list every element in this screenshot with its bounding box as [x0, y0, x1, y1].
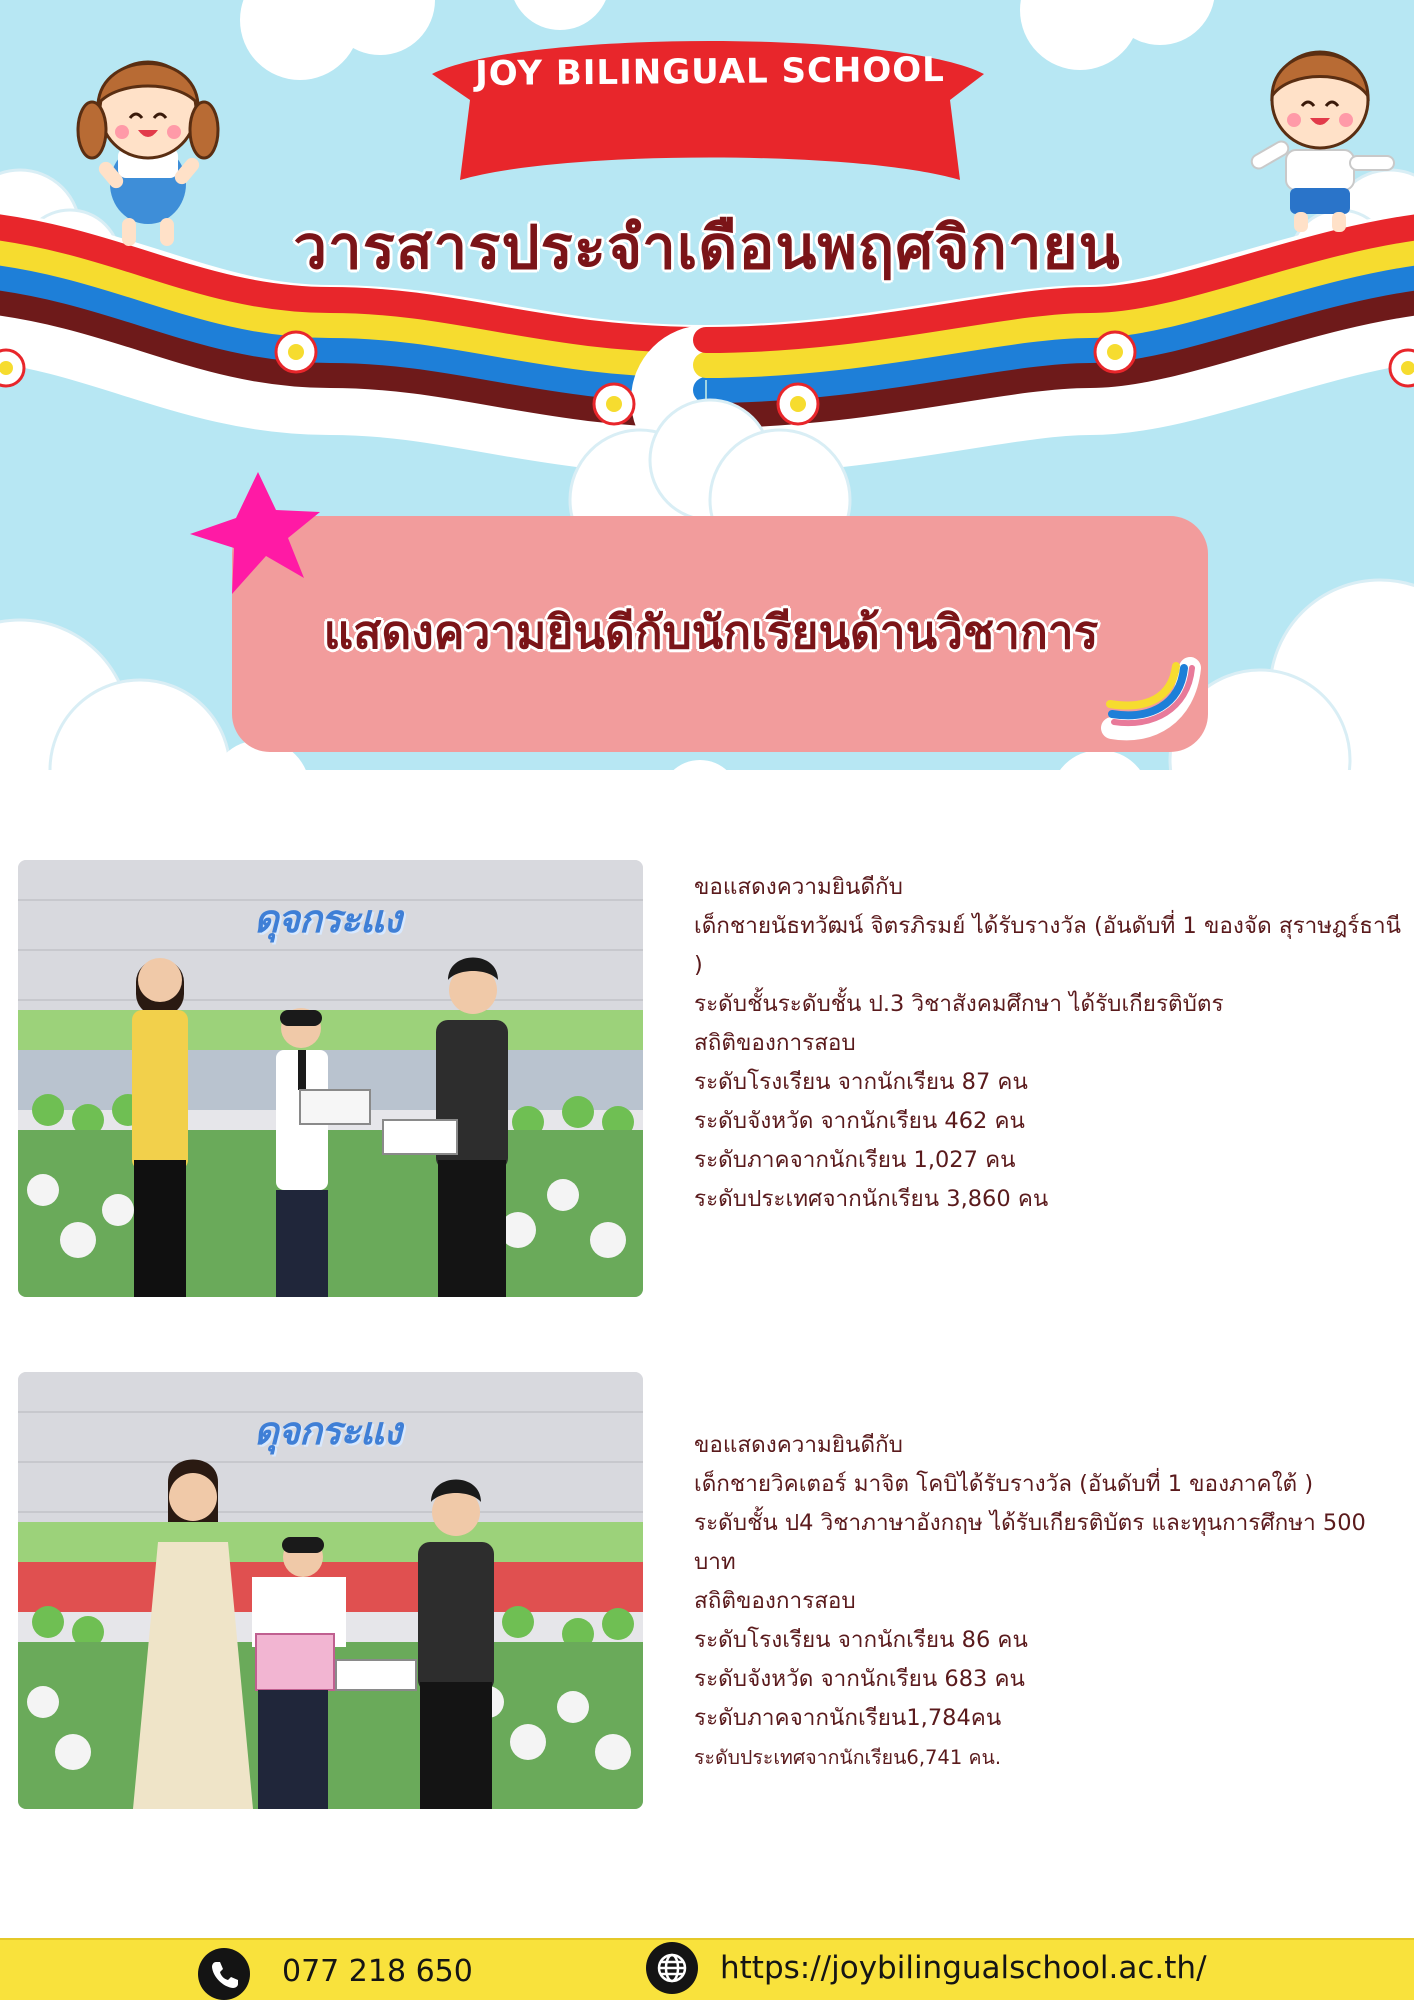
award-photo-2: [18, 1372, 643, 1809]
award-2-line-8: ระดับประเทศจากนักเรียน6,741 คน.: [694, 1746, 1002, 1769]
award-1-line-1: ขอแสดงความยินดีกับ: [694, 874, 903, 900]
website-link[interactable]: https://joybilingualschool.ac.th/: [720, 1950, 1207, 1986]
journal-title: วารสารประจำเดือนพฤศจิกายน: [293, 213, 1121, 283]
award-1-line-4: สถิติของการสอบ: [694, 1030, 856, 1056]
globe-icon: [646, 1942, 698, 1994]
photo-1-sign: ดุจกระแง: [254, 897, 401, 941]
award-2-line-3: ระดับชั้น ป4 วิชาภาษาอังกฤษ ได้รับเกียรติบัตร และทุนการศึกษา 500 บาท: [694, 1510, 1366, 1575]
award-1-line-3: ระดับชั้นระดับชั้น ป.3 วิชาสังคมศึกษา ได้รับเกียรติบัตร: [694, 991, 1224, 1017]
award-2-line-1: ขอแสดงความยินดีกับ: [694, 1432, 903, 1458]
award-text-2: [694, 1426, 1406, 1777]
award-1-line-7: ระดับภาคจากนักเรียน 1,027 คน: [694, 1147, 1016, 1173]
award-1-line-2: เด็กชายนัธทวัฒน์ จิตรภิรมย์ ได้รับรางวัล (อันดับที่ 1 ของจัด สุราษฎร์ธานี ): [694, 913, 1402, 978]
award-2-line-4: สถิติของการสอบ: [694, 1588, 856, 1614]
award-2-line-5: ระดับโรงเรียน จากนักเรียน 86 คน: [694, 1627, 1028, 1653]
section-title: แสดงความยินดีกับนักเรียนด้านวิชาการ: [323, 605, 1099, 659]
award-2-line-2: เด็กชายวิคเตอร์ มาจิต โคบิได้รับรางวัล (อันดับที่ 1 ของภาคใต้ ): [694, 1471, 1314, 1497]
header-artwork: [0, 0, 1414, 790]
award-1-line-6: ระดับจังหวัด จากนักเรียน 462 คน: [694, 1108, 1025, 1134]
photo-2-sign: ดุจกระแง: [254, 1409, 401, 1453]
award-2-line-7: ระดับภาคจากนักเรียน1,784คน: [694, 1705, 1002, 1731]
award-1-line-5: ระดับโรงเรียน จากนักเรียน 87 คน: [694, 1069, 1028, 1095]
award-photo-1: [18, 860, 643, 1297]
phone-number: 077 218 650: [282, 1954, 473, 1989]
award-text-1: [694, 868, 1406, 1219]
footer-bar: [0, 1938, 1414, 2000]
award-2-line-6: ระดับจังหวัด จากนักเรียน 683 คน: [694, 1666, 1025, 1692]
award-1-line-8: ระดับประเทศจากนักเรียน 3,860 คน: [694, 1186, 1049, 1212]
phone-icon: [198, 1948, 250, 2000]
school-name: JOY BILINGUAL SCHOOL: [474, 49, 946, 95]
header-banner: [0, 0, 1414, 790]
